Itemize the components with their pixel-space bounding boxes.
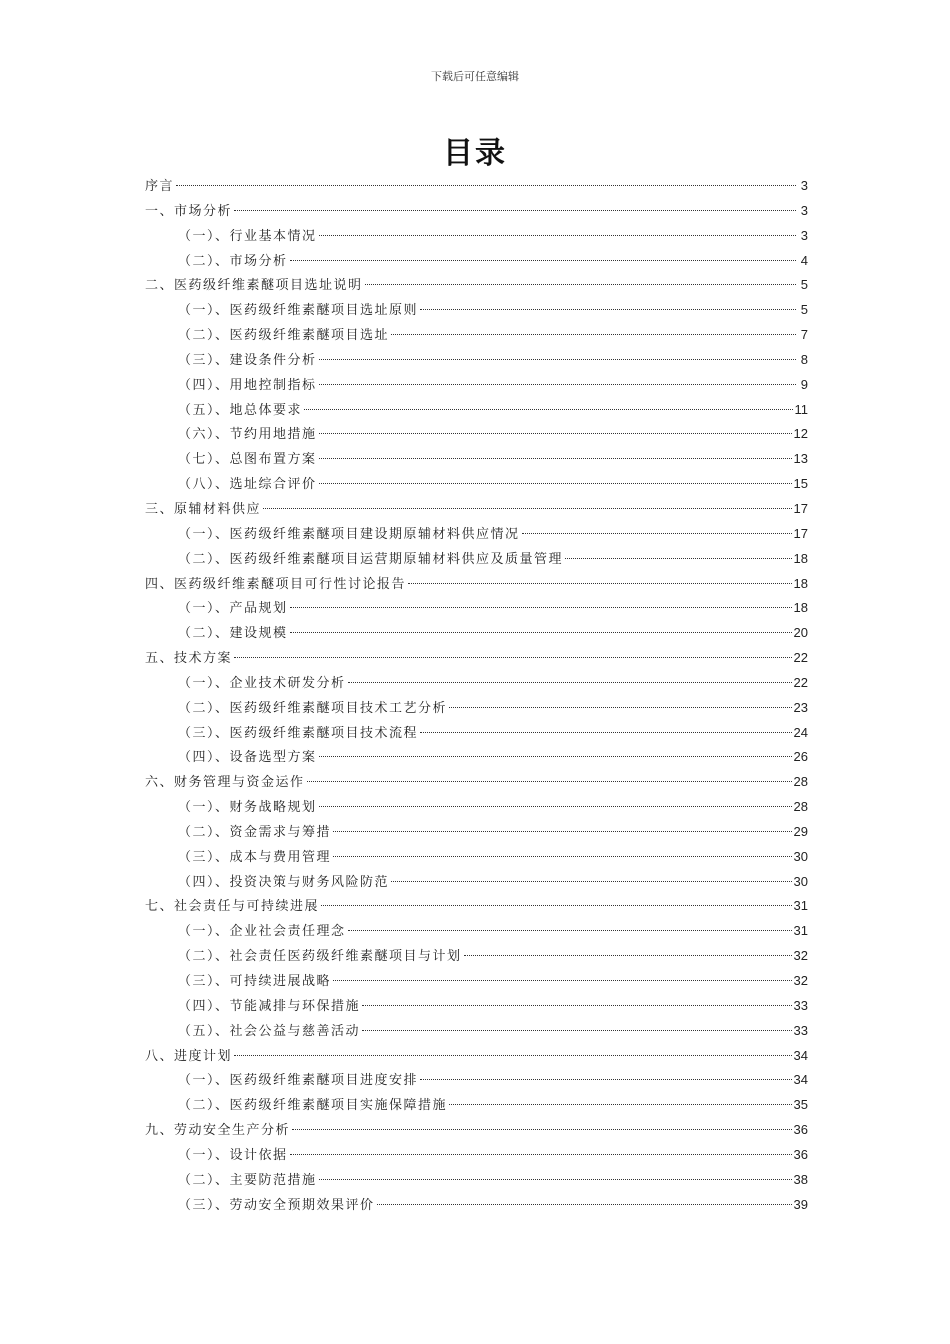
toc-page-number: 13 — [793, 451, 808, 467]
dot-leader — [290, 260, 796, 261]
toc-subsection-entry[interactable] — [145, 696, 808, 721]
toc-page-number: 36 — [793, 1146, 808, 1162]
dot-leader — [319, 384, 796, 385]
toc-subsection-entry[interactable] — [145, 1143, 808, 1168]
toc-page-number: 20 — [793, 625, 808, 641]
toc-subsection-entry[interactable] — [145, 1168, 808, 1193]
toc-page-number: 26 — [793, 749, 808, 765]
dot-leader — [391, 881, 792, 882]
dot-leader — [391, 334, 796, 335]
toc-entry-label: （一）、医药级纤维素醚项目进度安排 — [178, 1073, 419, 1089]
toc-entry-label: （二）、建设规模 — [178, 626, 288, 642]
toc-subsection-entry[interactable] — [145, 1193, 808, 1218]
toc-entry-label: （二）、医药级纤维素醚项目实施保障措施 — [178, 1098, 448, 1114]
toc-page-number: 35 — [793, 1097, 808, 1113]
toc-entry-label: （一）、财务战略规划 — [178, 800, 317, 816]
toc-section-entry[interactable] — [145, 497, 808, 522]
dot-leader — [307, 781, 792, 782]
toc-page-number: 32 — [793, 973, 808, 988]
toc-page-number: 22 — [793, 674, 808, 690]
toc-page-number: 3 — [800, 227, 808, 243]
toc-entry-label: （五）、社会公益与慈善活动 — [178, 1023, 361, 1039]
toc-entry-label: （二）、主要防范措施 — [178, 1172, 317, 1188]
dot-leader — [449, 1104, 792, 1105]
toc-subsection-entry[interactable] — [145, 1068, 808, 1093]
toc-subsection-entry[interactable] — [145, 373, 808, 398]
toc-entry-label: （七）、总图布置方案 — [178, 452, 317, 468]
toc-entry-label: （三）、成本与费用管理 — [178, 849, 332, 865]
toc-subsection-entry[interactable] — [145, 795, 808, 820]
toc-entry-label: （三）、劳动安全预期效果评价 — [178, 1197, 375, 1213]
toc-subsection-entry[interactable] — [145, 745, 808, 770]
dot-leader — [464, 955, 792, 956]
dot-leader — [290, 632, 792, 633]
toc-entry-label: （一）、设计依据 — [178, 1147, 288, 1163]
toc-subsection-entry[interactable] — [145, 621, 808, 646]
toc-page-number: 38 — [793, 1171, 808, 1187]
toc-subsection-entry[interactable] — [145, 547, 808, 572]
toc-page-number: 24 — [793, 724, 808, 740]
dot-leader — [292, 1129, 792, 1130]
toc-page-number: 7 — [800, 327, 808, 343]
toc-page-number: 23 — [793, 699, 808, 715]
toc-page-number: 28 — [793, 774, 808, 790]
toc-page-number: 4 — [800, 252, 808, 268]
toc-entry-label: （一）、产品规划 — [178, 601, 288, 617]
toc-subsection-entry[interactable] — [145, 1093, 808, 1118]
toc-section-entry[interactable] — [145, 199, 808, 224]
dot-leader — [234, 210, 796, 211]
toc-subsection-entry[interactable] — [145, 249, 808, 274]
toc-page-number: 3 — [800, 178, 808, 193]
toc-subsection-entry[interactable] — [145, 721, 808, 746]
toc-page-number: 33 — [793, 1022, 808, 1038]
toc-entry-label: （四）、设备选型方案 — [178, 750, 317, 766]
toc-subsection-entry[interactable] — [145, 398, 808, 423]
toc-page-number: 28 — [793, 799, 808, 815]
toc-entry-label: 六、财务管理与资金运作 — [145, 775, 305, 791]
dot-leader — [234, 1055, 792, 1056]
toc-entry-label: （二）、医药级纤维素醚项目运营期原辅材料供应及质量管理 — [178, 551, 564, 567]
toc-entry-label: 五、技术方案 — [145, 651, 233, 667]
dot-leader — [522, 533, 792, 534]
dot-leader — [408, 583, 792, 584]
toc-section-entry[interactable] — [145, 646, 808, 671]
dot-leader — [348, 682, 792, 683]
dot-leader — [362, 1005, 792, 1006]
dot-leader — [304, 409, 792, 410]
toc-subsection-entry[interactable] — [145, 820, 808, 845]
toc-section-entry[interactable] — [145, 1118, 808, 1143]
toc-entry-label: （一）、企业技术研发分析 — [178, 675, 346, 691]
toc-page-number: 12 — [793, 426, 808, 442]
toc-page-number: 29 — [793, 823, 808, 839]
toc-subsection-entry[interactable] — [145, 994, 808, 1019]
toc-section-entry[interactable] — [145, 273, 808, 298]
dot-leader — [420, 309, 796, 310]
toc-entry-label: 九、劳动安全生产分析 — [145, 1123, 291, 1139]
dot-leader — [420, 1079, 792, 1080]
toc-page-number: 11 — [794, 401, 808, 417]
dot-leader — [319, 235, 796, 236]
table-of-contents — [145, 174, 808, 1217]
dot-leader — [319, 756, 792, 757]
toc-subsection-entry[interactable] — [145, 224, 808, 249]
toc-entry-label: 八、进度计划 — [145, 1048, 233, 1064]
toc-subsection-entry[interactable] — [145, 472, 808, 497]
toc-subsection-entry[interactable] — [145, 447, 808, 472]
dot-leader — [319, 359, 796, 360]
toc-entry-label: （三）、医药级纤维素醚项目技术流程 — [178, 725, 419, 741]
toc-page-number: 32 — [793, 948, 808, 964]
toc-subsection-entry[interactable] — [145, 522, 808, 547]
toc-page-number: 34 — [793, 1072, 808, 1088]
dot-leader — [333, 831, 792, 832]
dot-leader — [377, 1204, 792, 1205]
toc-entry-label: （一）、企业社会责任理念 — [178, 924, 346, 940]
dot-leader — [362, 1030, 792, 1031]
dot-leader — [319, 806, 792, 807]
toc-subsection-entry[interactable] — [145, 348, 808, 373]
toc-subsection-entry[interactable] — [145, 845, 808, 870]
toc-entry-label: （八）、选址综合评价 — [178, 477, 317, 493]
toc-entry-label: 三、原辅材料供应 — [145, 501, 262, 517]
toc-page-number: 31 — [793, 923, 808, 939]
toc-section-entry[interactable] — [145, 770, 808, 795]
toc-page-number: 18 — [793, 575, 808, 591]
page-title: 目录 — [443, 136, 507, 171]
toc-entry-label: （六）、节约用地措施 — [178, 427, 317, 443]
dot-leader — [333, 856, 792, 857]
toc-section-entry[interactable] — [145, 894, 808, 919]
toc-page-number: 30 — [793, 848, 808, 864]
toc-entry-label: 七、社会责任与可持续进展 — [145, 899, 320, 915]
dot-leader — [176, 185, 796, 186]
dot-leader — [319, 433, 792, 434]
toc-subsection-entry[interactable] — [145, 870, 808, 895]
toc-entry-label: 二、医药级纤维素醚项目选址说明 — [145, 278, 363, 294]
toc-subsection-entry[interactable] — [145, 969, 808, 994]
toc-page-number: 5 — [800, 277, 808, 293]
toc-page-number: 34 — [793, 1047, 808, 1063]
toc-entry-label: （一）、医药级纤维素醚项目选址原则 — [178, 303, 419, 319]
toc-page-number: 33 — [793, 997, 808, 1013]
dot-leader — [449, 707, 792, 708]
toc-entry-label: 四、医药级纤维素醚项目可行性讨论报告 — [145, 576, 407, 592]
toc-entry-label: （五）、地总体要求 — [178, 402, 303, 418]
toc-subsection-entry[interactable] — [145, 944, 808, 969]
toc-page-number: 31 — [793, 898, 808, 914]
dot-leader — [565, 558, 792, 559]
dot-leader — [319, 458, 792, 459]
toc-subsection-entry[interactable] — [145, 298, 808, 323]
dot-leader — [290, 607, 792, 608]
toc-subsection-entry[interactable] — [145, 671, 808, 696]
toc-entry-label: （三）、可持续进展战略 — [178, 974, 332, 989]
toc-page-number: 30 — [793, 873, 808, 889]
toc-page-number: 15 — [793, 476, 808, 492]
toc-entry-label: （二）、资金需求与筹措 — [178, 824, 332, 840]
toc-entry-label: （三）、建设条件分析 — [178, 352, 317, 368]
toc-page-number: 5 — [800, 302, 808, 318]
toc-section-entry[interactable] — [145, 174, 808, 199]
toc-entry-label: （四）、投资决策与财务风险防范 — [178, 874, 390, 890]
toc-subsection-entry[interactable] — [145, 596, 808, 621]
toc-entry-label: （一）、医药级纤维素醚项目建设期原辅材料供应情况 — [178, 526, 520, 542]
toc-page-number: 3 — [800, 202, 808, 218]
dot-leader — [263, 508, 792, 509]
toc-page-number: 9 — [800, 376, 808, 392]
toc-entry-label: 一、市场分析 — [145, 203, 233, 219]
toc-entry-label: 序言 — [145, 179, 175, 194]
toc-page-number: 8 — [800, 351, 808, 367]
toc-subsection-entry[interactable] — [145, 323, 808, 348]
toc-section-entry[interactable] — [145, 572, 808, 597]
toc-entry-label: （四）、用地控制指标 — [178, 377, 317, 393]
toc-page-number: 17 — [793, 525, 808, 541]
toc-subsection-entry[interactable] — [145, 1019, 808, 1044]
dot-leader — [234, 657, 792, 658]
header-note: 下载后可任意编辑 — [431, 70, 519, 83]
dot-leader — [348, 930, 792, 931]
toc-entry-label: （二）、社会责任医药级纤维素醚项目与计划 — [178, 949, 462, 965]
dot-leader — [290, 1154, 792, 1155]
dot-leader — [365, 284, 796, 285]
toc-subsection-entry[interactable] — [145, 422, 808, 447]
toc-section-entry[interactable] — [145, 1044, 808, 1069]
dot-leader — [333, 980, 792, 981]
toc-entry-label: （一）、行业基本情况 — [178, 228, 317, 244]
toc-subsection-entry[interactable] — [145, 919, 808, 944]
dot-leader — [319, 483, 792, 484]
toc-page-number: 17 — [793, 500, 808, 516]
toc-entry-label: （二）、医药级纤维素醚项目技术工艺分析 — [178, 700, 448, 716]
toc-entry-label: （四）、节能减排与环保措施 — [178, 998, 361, 1014]
dot-leader — [319, 1179, 792, 1180]
toc-page-number: 22 — [793, 650, 808, 666]
toc-page-number: 36 — [793, 1122, 808, 1138]
toc-page-number: 39 — [793, 1196, 808, 1212]
dot-leader — [420, 732, 792, 733]
toc-entry-label: （二）、市场分析 — [178, 253, 288, 269]
dot-leader — [321, 905, 792, 906]
toc-entry-label: （二）、医药级纤维素醚项目选址 — [178, 328, 390, 344]
toc-page-number: 18 — [793, 550, 808, 566]
toc-page-number: 18 — [793, 600, 808, 616]
